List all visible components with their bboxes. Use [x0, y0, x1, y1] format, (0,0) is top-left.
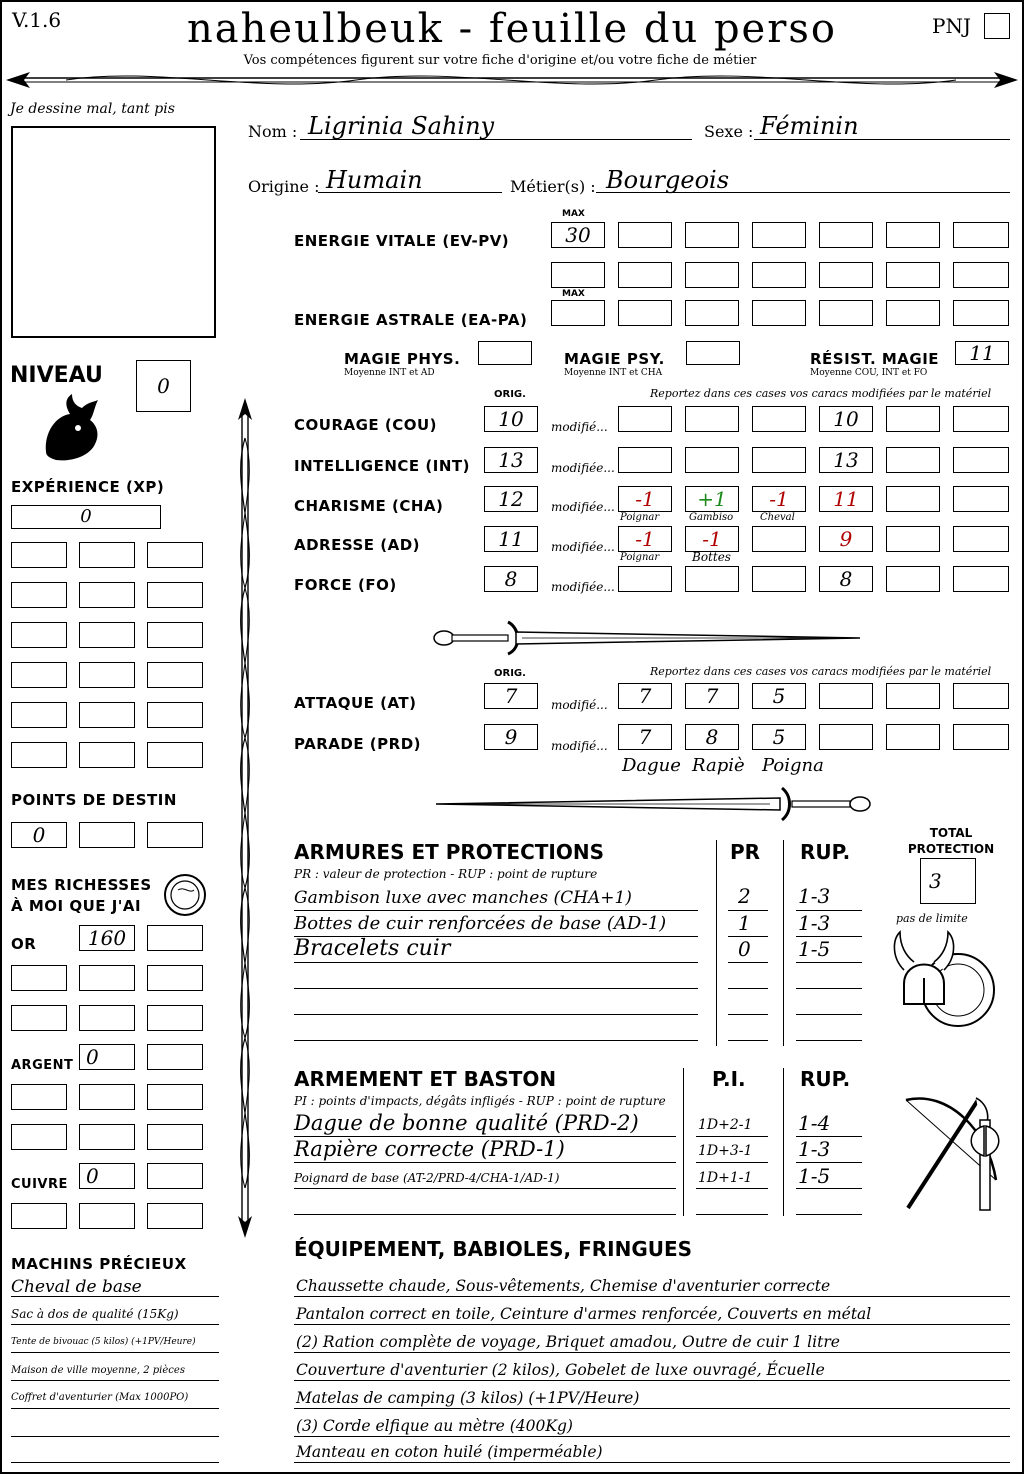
intelligence-mod-box[interactable]: [618, 447, 672, 473]
xp-box[interactable]: [11, 582, 67, 608]
force-label: FORCE (FO): [294, 576, 397, 594]
charisme-mod-box[interactable]: -1: [618, 486, 672, 512]
armures-rup-header: RUP.: [800, 840, 851, 864]
armement-pi-header: P.I.: [712, 1067, 746, 1091]
armure-pr[interactable]: 0: [738, 937, 751, 961]
destin-label: POINTS DE DESTIN: [11, 791, 177, 809]
argent-box[interactable]: 0: [79, 1044, 135, 1070]
sheet-title: naheulbeuk - feuille du perso: [187, 6, 837, 52]
ev-box[interactable]: [618, 222, 672, 248]
charisme-mod1-note: Poignar: [620, 512, 660, 523]
ev-max-box[interactable]: 30: [551, 222, 605, 248]
sheet-subtitle: Vos compétences figurent sur votre fiche d'origine et/ou votre fiche de métier: [243, 53, 757, 68]
force-orig-box[interactable]: 8: [484, 566, 538, 592]
machins-item[interactable]: Coffret d'aventurier (Max 1000PO): [11, 1392, 189, 1403]
adresse-mod-box[interactable]: [752, 526, 806, 552]
cuivre-label: CUIVRE: [11, 1177, 68, 1192]
ea-box[interactable]: [953, 300, 1009, 326]
sword-icon: [430, 786, 875, 822]
force-mod-box[interactable]: [618, 566, 672, 592]
charisme-mod3-note: Cheval: [760, 512, 795, 523]
armement-title: ARMEMENT ET BASTON: [294, 1067, 557, 1091]
magie-psy-box[interactable]: [686, 341, 740, 365]
ev-box[interactable]: [953, 262, 1009, 288]
argent-box[interactable]: [147, 1044, 203, 1070]
richesses-label-line1: MES RICHESSES: [11, 876, 152, 894]
arme-pi[interactable]: 1D+3-1: [698, 1143, 753, 1159]
armement-note: PI : points d'impacts, dégâts infligés - RUP : point de rupture: [294, 1094, 666, 1108]
argent-box[interactable]: [147, 1124, 203, 1150]
ev-box[interactable]: [752, 222, 806, 248]
force-mod-box[interactable]: [886, 566, 940, 592]
adresse-mod-box[interactable]: [953, 526, 1009, 552]
equipement-item[interactable]: Chaussette chaude, Sous-vêtements, Chemise d'aventurier correcte: [296, 1277, 831, 1295]
arme-item[interactable]: Poignard de base (AT-2/PRD-4/CHA-1/AD-1): [294, 1171, 560, 1185]
force-mod-box[interactable]: [752, 566, 806, 592]
xp-box[interactable]: [79, 742, 135, 768]
argent-box[interactable]: [79, 1124, 135, 1150]
attaque-orig-box[interactable]: 7: [484, 683, 538, 709]
armures-title: ARMURES ET PROTECTIONS: [294, 840, 604, 864]
armure-pr[interactable]: 2: [738, 884, 751, 908]
arme-item[interactable]: Dague de bonne qualité (PRD-2): [294, 1111, 639, 1135]
courage-mod-box[interactable]: [685, 406, 739, 432]
attaque-mod-box[interactable]: [819, 683, 873, 709]
xp-box[interactable]: [147, 742, 203, 768]
argent-box[interactable]: [79, 1084, 135, 1110]
adresse-mod-box[interactable]: -1: [618, 526, 672, 552]
xp-box[interactable]: [79, 582, 135, 608]
pnj-label: PNJ: [932, 14, 971, 38]
charisme-orig-box[interactable]: 12: [484, 486, 538, 512]
xp-box[interactable]: [147, 622, 203, 648]
xp-box[interactable]: [147, 702, 203, 728]
total-protection-label-1: TOTAL: [929, 826, 973, 840]
ea-max-box[interactable]: [551, 300, 605, 326]
intelligence-orig-box[interactable]: 13: [484, 447, 538, 473]
parade-mod-box[interactable]: 8: [685, 724, 739, 750]
adresse-label: ADRESSE (AD): [294, 536, 421, 554]
cuivre-box[interactable]: [147, 1203, 203, 1229]
armement-rup-header: RUP.: [800, 1067, 851, 1091]
caracs-report-note: Reportez dans ces cases vos caracs modifiées par le matériel: [650, 387, 992, 400]
destin-box[interactable]: [147, 822, 203, 848]
xp-total-box[interactable]: 0: [11, 505, 161, 529]
xp-box[interactable]: [79, 702, 135, 728]
xp-label: EXPÉRIENCE (XP): [11, 478, 165, 496]
equipement-item[interactable]: (2) Ration complète de voyage, Briquet amadou, Outre de cuir 1 litre: [296, 1333, 840, 1351]
equipement-item[interactable]: Couverture d'aventurier (2 kilos), Gobelet de luxe ouvragé, Écuelle: [296, 1361, 825, 1379]
ev-box[interactable]: [886, 222, 940, 248]
charisme-mod2-note: Gambiso: [689, 512, 734, 523]
destin-box[interactable]: 0: [11, 822, 67, 848]
xp-box[interactable]: [11, 662, 67, 688]
ev-box[interactable]: [685, 222, 739, 248]
ev-max-label: MAX: [562, 209, 585, 219]
ev-box[interactable]: [886, 262, 940, 288]
weapon-name-1: Dague: [622, 755, 681, 776]
equipement-item[interactable]: Pantalon correct en toile, Ceinture d'armes renforcée, Couverts en métal: [296, 1305, 872, 1323]
combat-report-note: Reportez dans ces cases vos caracs modifiées par le matériel: [650, 665, 992, 678]
xp-box[interactable]: [11, 742, 67, 768]
argent-box[interactable]: [147, 1084, 203, 1110]
armure-rup[interactable]: 1-3: [798, 911, 831, 935]
courage-mod-box[interactable]: [752, 406, 806, 432]
attaque-mod-box[interactable]: 7: [618, 683, 672, 709]
courage-final-box[interactable]: 10: [819, 406, 873, 432]
force-final-box[interactable]: 8: [819, 566, 873, 592]
force-mod-box[interactable]: [685, 566, 739, 592]
parade-mod-box[interactable]: [886, 724, 940, 750]
machins-item[interactable]: Cheval de base: [11, 1277, 142, 1297]
arme-pi[interactable]: 1D+1-1: [698, 1170, 753, 1186]
helmet-shield-icon: [888, 928, 998, 1038]
intelligence-mod-box[interactable]: [685, 447, 739, 473]
charisme-modif-label: modifiée...: [551, 500, 615, 514]
armure-rup[interactable]: 1-5: [798, 937, 831, 961]
xp-box[interactable]: [79, 622, 135, 648]
adresse-final-box[interactable]: 9: [819, 526, 873, 552]
equipement-item[interactable]: Matelas de camping (3 kilos) (+1PV/Heure): [296, 1389, 640, 1407]
courage-mod-box[interactable]: [886, 406, 940, 432]
parade-mod-box[interactable]: [819, 724, 873, 750]
courage-mod-box[interactable]: [953, 406, 1009, 432]
adresse-mod2-note: Bottes: [692, 550, 731, 564]
total-protection-box[interactable]: 3: [920, 858, 976, 904]
or-box[interactable]: [147, 1005, 203, 1031]
or-label: OR: [11, 935, 37, 953]
metier-label: Métier(s) :: [510, 177, 596, 196]
richesses-label-line2: À MOI QUE J'AI: [11, 897, 142, 915]
charisme-mod-box[interactable]: -1: [752, 486, 806, 512]
xp-box[interactable]: [11, 622, 67, 648]
adresse-orig-box[interactable]: 11: [484, 526, 538, 552]
or-box[interactable]: [11, 1005, 67, 1031]
courage-mod-box[interactable]: [618, 406, 672, 432]
machins-item[interactable]: Sac à dos de qualité (15Kg): [11, 1307, 179, 1321]
machins-title: MACHINS PRÉCIEUX: [11, 1255, 187, 1273]
xp-box[interactable]: [147, 582, 203, 608]
cuivre-box[interactable]: 0: [79, 1163, 135, 1189]
sexe-label: Sexe :: [704, 122, 754, 141]
cuivre-box[interactable]: [147, 1163, 203, 1189]
argent-box[interactable]: [11, 1124, 67, 1150]
parade-mod-box[interactable]: 7: [618, 724, 672, 750]
armure-item[interactable]: Bracelets cuir: [294, 936, 451, 961]
total-protection-label-2: PROTECTION: [907, 842, 995, 856]
weapon-name-3: Poigna: [762, 755, 824, 776]
ea-box[interactable]: [618, 300, 672, 326]
magie-phys-box[interactable]: [478, 341, 532, 365]
armures-pr-header: PR: [730, 840, 761, 864]
magie-phys-label: MAGIE PHYS.: [344, 350, 461, 368]
nom-value[interactable]: Ligrinia Sahiny: [308, 112, 495, 140]
intelligence-label: INTELLIGENCE (INT): [294, 457, 470, 475]
charisme-final-box[interactable]: 11: [819, 486, 873, 512]
courage-label: COURAGE (COU): [294, 416, 438, 434]
xp-box[interactable]: [79, 662, 135, 688]
parade-modif-label: modifié...: [551, 739, 608, 753]
or-box[interactable]: 160: [79, 925, 135, 951]
arme-rup[interactable]: 1-4: [798, 1111, 831, 1135]
magie-psy-label: MAGIE PSY.: [564, 350, 665, 368]
or-box[interactable]: [147, 965, 203, 991]
ev-box[interactable]: [819, 222, 873, 248]
adresse-mod-box[interactable]: [886, 526, 940, 552]
combat-orig-label: ORIG.: [494, 668, 526, 679]
courage-modif-label: modifié...: [551, 420, 608, 434]
parade-orig-box[interactable]: 9: [484, 724, 538, 750]
ev-box[interactable]: [752, 262, 806, 288]
ev-box[interactable]: [618, 262, 672, 288]
arme-rup[interactable]: 1-3: [798, 1137, 831, 1161]
charisme-mod-box[interactable]: [886, 486, 940, 512]
armure-rup[interactable]: 1-3: [798, 884, 831, 908]
adresse-modif-label: modifiée...: [551, 540, 615, 554]
crossed-weapons-icon: [888, 1090, 1006, 1220]
coin-icon: [162, 872, 208, 918]
parade-mod-box[interactable]: [953, 724, 1009, 750]
charisme-mod-box[interactable]: [953, 486, 1009, 512]
attaque-label: ATTAQUE (AT): [294, 694, 417, 712]
cuivre-box[interactable]: [79, 1203, 135, 1229]
equipement-title: ÉQUIPEMENT, BABIOLES, FRINGUES: [294, 1237, 693, 1261]
charisme-mod-box[interactable]: +1: [685, 486, 739, 512]
arme-item[interactable]: Rapière correcte (PRD-1): [294, 1137, 565, 1161]
ev-box[interactable]: [819, 262, 873, 288]
arme-rup[interactable]: 1-5: [798, 1164, 831, 1188]
xp-box[interactable]: [79, 542, 135, 568]
resist-magie-label: RÉSIST. MAGIE: [810, 350, 940, 368]
equipement-item[interactable]: Manteau en coton huilé (imperméable): [296, 1443, 603, 1461]
ea-box[interactable]: [685, 300, 739, 326]
caracs-orig-label: ORIG.: [494, 389, 526, 400]
attaque-mod-box[interactable]: 5: [752, 683, 806, 709]
equipement-item[interactable]: (3) Corde elfique au mètre (400Kg): [296, 1417, 573, 1435]
attaque-mod-box[interactable]: 7: [685, 683, 739, 709]
intelligence-mod-box[interactable]: [752, 447, 806, 473]
ev-box[interactable]: [953, 222, 1009, 248]
charisme-label: CHARISME (CHA): [294, 497, 444, 515]
ea-box[interactable]: [752, 300, 806, 326]
origine-value[interactable]: Humain: [326, 166, 423, 194]
intelligence-modif-label: modifiée...: [551, 461, 615, 475]
origine-label: Origine :: [248, 177, 320, 196]
xp-box[interactable]: [147, 542, 203, 568]
intelligence-final-box[interactable]: 13: [819, 447, 873, 473]
force-modif-label: modifiée...: [551, 580, 615, 594]
cuivre-box[interactable]: [11, 1203, 67, 1229]
attaque-mod-box[interactable]: [953, 683, 1009, 709]
armures-note: PR : valeur de protection - RUP : point de rupture: [294, 867, 598, 881]
magie-psy-note: Moyenne INT et CHA: [564, 368, 663, 378]
decorative-staff-icon: [6, 66, 1018, 96]
portrait-caption: Je dessine mal, tant pis: [10, 101, 175, 117]
armure-item[interactable]: Bottes de cuir renforcées de base (AD-1): [294, 913, 667, 934]
machins-item[interactable]: Tente de bivouac (5 kilos) (+1PV/Heure): [11, 1337, 196, 1347]
ev-label: ENERGIE VITALE (EV-PV): [294, 232, 510, 250]
or-box[interactable]: [11, 965, 67, 991]
armure-pr[interactable]: 1: [738, 911, 751, 935]
armure-item[interactable]: Gambison luxe avec manches (CHA+1): [294, 888, 632, 908]
ea-box[interactable]: [886, 300, 940, 326]
weapon-name-2: Rapiè: [692, 755, 745, 776]
arme-pi[interactable]: 1D+2-1: [698, 1117, 753, 1133]
no-limit-note: pas de limite: [896, 912, 968, 925]
resist-magie-note: Moyenne COU, INT et FO: [810, 368, 928, 378]
courage-orig-box[interactable]: 10: [484, 406, 538, 432]
or-box[interactable]: [79, 1005, 135, 1031]
force-mod-box[interactable]: [953, 566, 1009, 592]
machins-item[interactable]: Maison de ville moyenne, 2 pièces: [11, 1365, 185, 1376]
sword-icon: [430, 618, 880, 658]
sexe-value[interactable]: Féminin: [760, 112, 859, 140]
pnj-checkbox[interactable]: [984, 13, 1010, 39]
ea-label: ENERGIE ASTRALE (EA-PA): [294, 311, 528, 329]
parade-label: PARADE (PRD): [294, 735, 422, 753]
or-box[interactable]: [147, 925, 203, 951]
niveau-box[interactable]: 0: [136, 360, 191, 412]
nom-label: Nom :: [248, 122, 298, 141]
version-label: V.1.6: [12, 8, 62, 32]
parade-mod-box[interactable]: 5: [752, 724, 806, 750]
ea-box[interactable]: [819, 300, 873, 326]
vertical-staff-icon: [228, 398, 262, 1238]
dragon-icon: [36, 392, 102, 464]
destin-box[interactable]: [79, 822, 135, 848]
xp-box[interactable]: [147, 662, 203, 688]
portrait-box[interactable]: [11, 126, 216, 338]
argent-box[interactable]: [11, 1084, 67, 1110]
ev-box[interactable]: [551, 262, 605, 288]
intelligence-mod-box[interactable]: [953, 447, 1009, 473]
or-box[interactable]: [79, 965, 135, 991]
intelligence-mod-box[interactable]: [886, 447, 940, 473]
argent-label: ARGENT: [11, 1058, 74, 1073]
adresse-mod1-note: Poignar: [620, 552, 660, 563]
resist-magie-box[interactable]: 11: [955, 341, 1009, 365]
adresse-mod-box[interactable]: -1: [685, 526, 739, 552]
ev-box[interactable]: [685, 262, 739, 288]
attaque-mod-box[interactable]: [886, 683, 940, 709]
xp-box[interactable]: [11, 702, 67, 728]
niveau-label: NIVEAU: [10, 363, 103, 388]
attaque-modif-label: modifié...: [551, 698, 608, 712]
metier-value[interactable]: Bourgeois: [606, 166, 730, 194]
magie-phys-note: Moyenne INT et AD: [344, 368, 435, 378]
xp-box[interactable]: [11, 542, 67, 568]
ea-max-label: MAX: [562, 289, 585, 299]
